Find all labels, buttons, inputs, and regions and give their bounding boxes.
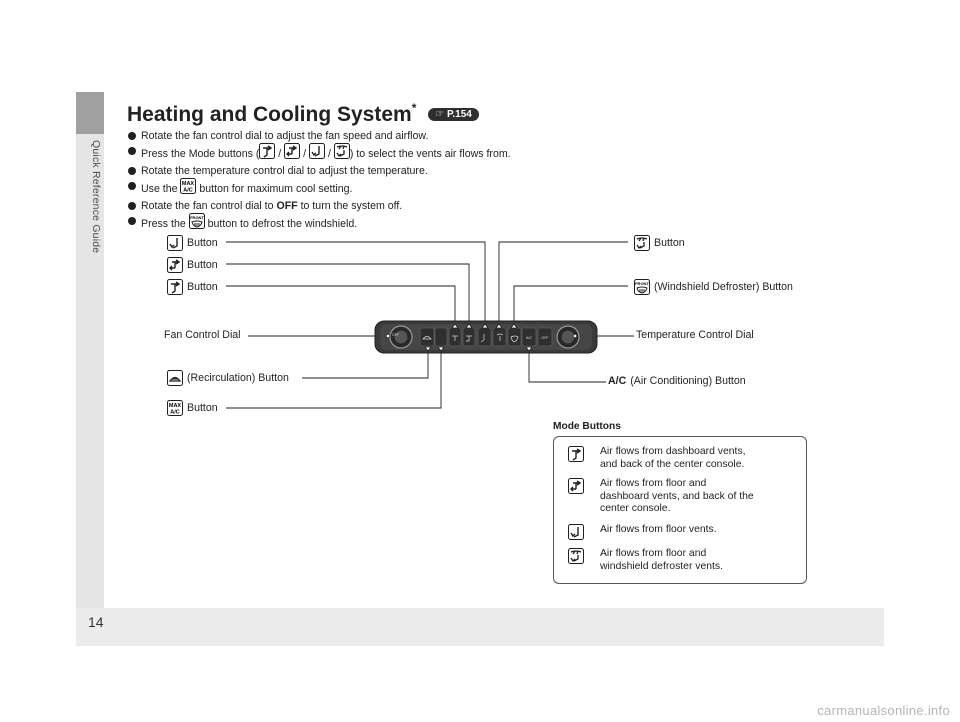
- recirculation-button-label: (Recirculation) Button: [167, 370, 289, 386]
- list-item: Air flows from floor and dashboard vents, and back of the center console.: [568, 478, 798, 516]
- list-item: Press the Mode buttons ( / / / ) to select the vents air flows from.: [127, 144, 511, 165]
- page-number: 14: [88, 614, 104, 630]
- svg-text:MAX: MAX: [168, 403, 182, 409]
- floor-dashboard-vent-button-label: Button: [167, 257, 218, 273]
- windshield-defroster-icon: [634, 279, 650, 295]
- svg-text:MAX: MAX: [182, 180, 195, 187]
- max-ac-icon: [167, 400, 183, 416]
- floor-dashboard-vent-icon: [167, 257, 183, 273]
- fan-control-dial[interactable]: [390, 326, 412, 348]
- max-ac-button[interactable]: [435, 328, 447, 346]
- floor-vent-button[interactable]: [478, 328, 491, 346]
- floor-defrost-vent-button-label: Button: [634, 235, 685, 251]
- floor-defrost-vent-button[interactable]: [493, 328, 506, 346]
- dashboard-vent-button-label: Button: [167, 279, 218, 295]
- floor-vent-button-label: Button: [167, 235, 218, 251]
- floor-defrost-vent-icon: [568, 548, 584, 564]
- windshield-defroster-button-label: FRONT (Windshield Defroster) Button: [635, 281, 793, 293]
- watermark: carmanualsonline.info: [817, 703, 950, 718]
- max-ac-button-label: MAX A/C Button: [168, 402, 218, 416]
- leader-line: [226, 286, 455, 326]
- leader-line: [226, 264, 469, 326]
- svg-text:A/C: A/C: [170, 409, 180, 416]
- floor-dashboard-vent-icon: [568, 478, 584, 494]
- page-reference-link[interactable]: ☞ P.154: [428, 108, 479, 121]
- recirculation-icon: [167, 370, 183, 386]
- list-item: Press the FRONT button to defrost the windshield.: [127, 214, 511, 235]
- dashboard-vent-icon: [568, 446, 584, 462]
- svg-text:A/C: A/C: [183, 187, 194, 194]
- list-item: Air flows from dashboard vents, and back of the center console.: [568, 446, 798, 471]
- temperature-control-dial-label: Temperature Control Dial: [636, 329, 754, 341]
- dashboard-vent-icon: [167, 279, 183, 295]
- mode-buttons-box: [553, 436, 807, 584]
- list-item: Rotate the temperature control dial to adjust the temperature.: [127, 164, 511, 179]
- page-title: Heating and Cooling System* ☞ P.154: [127, 103, 479, 127]
- recirculation-button[interactable]: [420, 328, 434, 346]
- svg-text:OFF: OFF: [541, 336, 549, 340]
- svg-text:FRONT: FRONT: [635, 281, 649, 286]
- svg-text:OFF: OFF: [392, 333, 399, 337]
- floor-vent-icon: [568, 524, 584, 540]
- ac-button-label: A/C (Air Conditioning) Button: [608, 375, 746, 387]
- windshield-defroster-button[interactable]: [508, 328, 521, 346]
- fan-control-dial-label: Fan Control Dial: [164, 329, 241, 341]
- mode-buttons-title: Mode Buttons: [553, 421, 621, 432]
- svg-text:A/C: A/C: [526, 336, 532, 340]
- climate-control-panel: [375, 321, 597, 353]
- svg-text:FRONT: FRONT: [189, 214, 204, 220]
- sidebar-label: Quick Reference Guide: [90, 140, 102, 254]
- list-item: Air flows from floor vents.: [568, 524, 798, 540]
- floor-defrost-vent-icon: [634, 235, 650, 251]
- leader-line: [226, 242, 485, 326]
- list-item: Rotate the fan control dial to OFF to turn the system off.: [127, 199, 511, 214]
- leader-line: [499, 242, 628, 326]
- leader-line: [514, 286, 628, 326]
- list-item: Air flows from floor and windshield defroster vents.: [568, 548, 798, 573]
- list-item: Use the MAX A/C button for maximum cool setting.: [127, 179, 511, 200]
- floor-vent-icon: [167, 235, 183, 251]
- list-item: Rotate the fan control dial to adjust the fan speed and airflow.: [127, 129, 511, 144]
